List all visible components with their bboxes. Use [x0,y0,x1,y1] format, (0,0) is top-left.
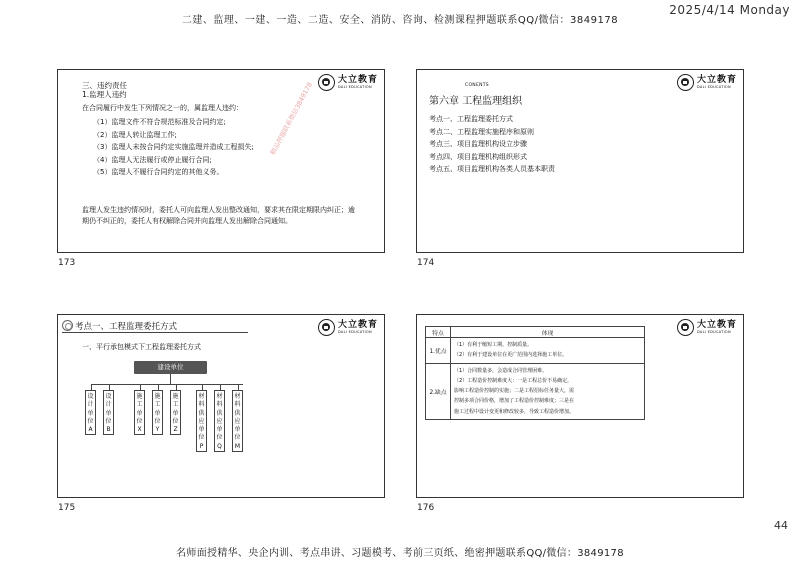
features-table [425,326,645,420]
list-item: 考点三、项目监理机构设立步骤 [429,140,527,148]
description-line: （2）有利于建设单位在更广范围内选择施工单位。 [454,352,568,359]
logo-name: 大立教育 [696,74,737,85]
list-item: 考点四、项目监理机构组织形式 [429,152,527,161]
slide-176 [416,314,744,498]
row-description [451,338,645,364]
slide-175 [57,314,385,498]
date-stamp: 2025/4/14 Monday [669,3,790,17]
table-row [426,338,645,364]
title-row [62,319,248,333]
logo [677,319,737,336]
table-header-row [426,327,645,338]
slide-173 [57,69,385,253]
table-row [426,363,645,419]
logo-name: 大立教育 [337,319,378,330]
org-box: 施 工 单 位 Y [152,390,163,435]
description-line: （1）合同数量多，会造成合同管理困难。 [454,367,548,374]
sheet-number: 44 [774,519,788,532]
logo [318,74,378,91]
logo-name: 大立教育 [696,319,737,330]
violation-list [93,116,254,179]
watermark: 精品押题联系微信3849178 [268,80,314,157]
slide-174 [416,69,744,253]
org-box: 材 料 供 应 单 位 P [196,390,207,452]
list-item: 考点五、项目监理机构各类人员基本职责 [429,165,555,173]
list-item: （1）监理文件不符合规范标准及合同约定; [93,118,226,126]
row-description [451,363,645,419]
slide-subtitle: 一、平行承包模式下工程监理委托方式 [82,343,201,351]
org-box: 材 料 供 应 单 位 M [232,390,243,452]
slide-number: 175 [58,503,76,513]
bottom-banner: 名师面授精华、央企内训、考点串讲、习题模考、考前三页纸、绝密押题联系QQ/微信：3849178 [176,548,624,559]
target-icon [62,320,73,331]
list-item: 考点一、工程监理委托方式 [429,115,513,123]
slide-number: 174 [417,258,435,268]
org-box: 设 计 单 位 A [85,390,96,435]
list-item: （4）监理人无法履行或停止履行合同; [93,155,212,164]
description-line: 影响工程造价控制的实施；二是工程招标任务量大，需 [454,388,575,395]
list-item: （3）监理人未按合同约定实施监理并造成工程损失; [93,143,254,151]
logo [677,74,737,91]
column-header: 体现 [451,327,645,338]
org-box: 施 工 单 位 X [134,390,145,435]
org-box: 设 计 单 位 B [103,390,114,435]
description-line: 施工过程中设计变更和修改较多，导致工程造价增加。 [454,408,575,415]
list-item: （5）监理人不履行合同约定的其他义务。 [93,168,224,176]
list-item: 考点二、工程监理实施程序和原则 [429,127,534,136]
org-box: 施 工 单 位 Z [170,390,181,435]
section-heading: 三、违约责任 [82,81,127,90]
org-box: 材 料 供 应 单 位 Q [214,390,225,452]
contents-label: CONENTS [465,83,489,88]
org-root-box: 建设单位 [134,361,207,374]
logo-subtitle: DALI EDUCATION [337,329,372,334]
remedy-paragraph: 监理人发生违约情况时，委托人可向监理人发出整改通知，要求其在限定期限内纠正；逾期仍不纠正的，委托人有权解除合同并向监理人发出解除合同通知。 [82,206,355,225]
slide-number: 173 [58,258,76,268]
description-line: 控制多项合同价格，增加了工程造价控制难度；三是在 [454,398,575,405]
org-connector [170,374,171,384]
row-category: 2.缺点 [426,363,451,419]
description-line: （2）工程造价控制难度大：一是工程总价不易确定， [454,377,573,384]
subsection-heading: 1.监理人违约 [82,90,127,99]
row-category: 1.优点 [426,338,451,364]
intro-text: 在合同履行中发生下列情况之一的，属监理人违约： [82,104,243,112]
logo-name: 大立教育 [337,74,378,85]
column-header: 特点 [426,327,451,338]
description-line: （1）有利于缩短工期、控制质量。 [454,342,533,348]
logo-subtitle: DALI EDUCATION [696,329,731,334]
logo-icon [318,74,335,91]
slide-number: 176 [417,503,435,513]
logo-subtitle: DALI EDUCATION [337,84,372,89]
chapter-title: 第六章 工程监理组织 [429,96,523,107]
slide-title: 考点一、工程监理委托方式 [75,321,178,332]
logo [318,319,378,336]
list-item: （2）监理人转让监理工作; [93,130,177,139]
logo-subtitle: DALI EDUCATION [696,84,731,89]
logo-icon [318,319,335,336]
key-points-list [429,113,555,176]
logo-icon [677,74,694,91]
logo-icon [677,319,694,336]
top-banner: 二建、监理、一建、一造、二造、安全、消防、咨询、检测课程押题联系QQ/微信：3849178 [181,15,619,26]
